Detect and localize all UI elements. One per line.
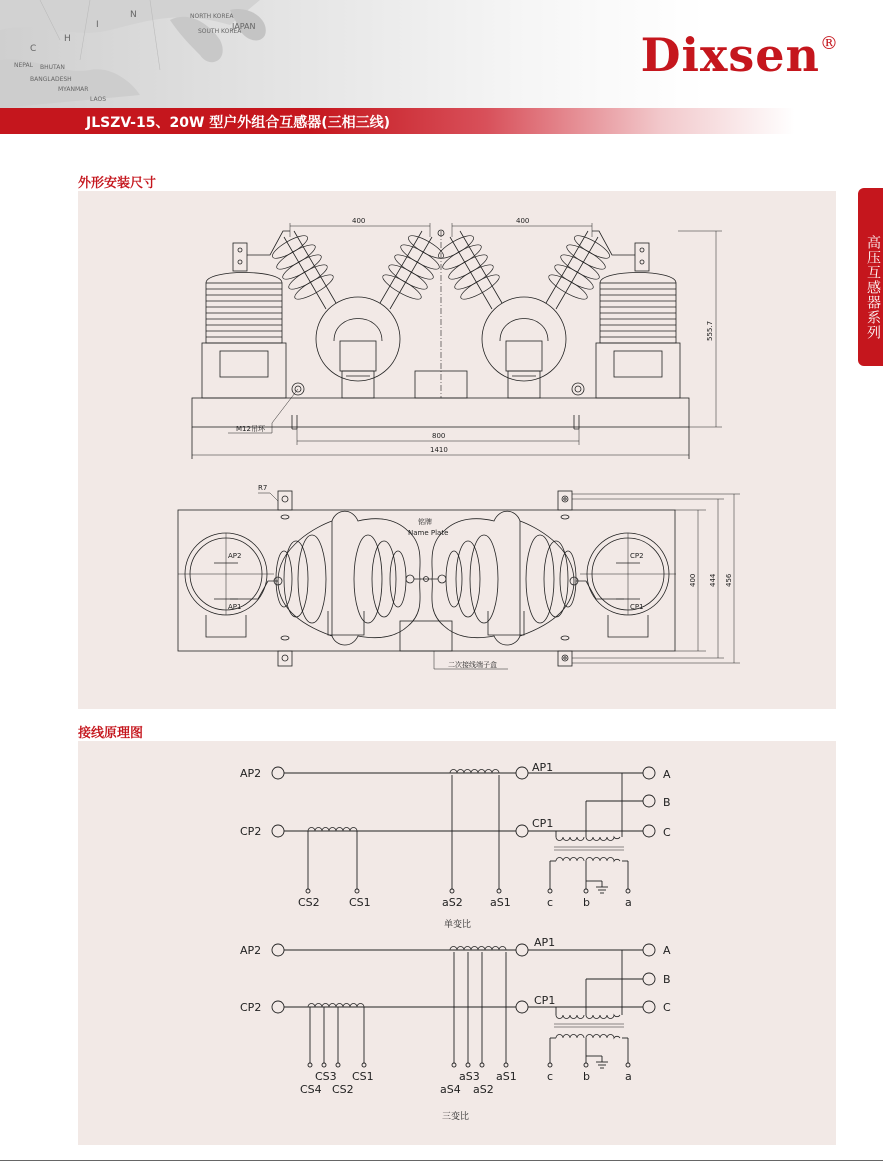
wiring-panel [78, 741, 836, 1145]
cp1-terminal: CP1 [534, 994, 556, 1007]
cp1-label: CP1 [630, 603, 644, 611]
section-title-dimensions: 外形安装尺寸 [78, 176, 157, 191]
phase-b: B [663, 973, 671, 986]
cp2-terminal: CP2 [240, 825, 262, 838]
dim-height: 555.7 [706, 320, 714, 341]
cp1-terminal: CP1 [532, 817, 554, 830]
cs1-terminal: CS1 [352, 1070, 374, 1083]
ring-label: M12吊环 [236, 425, 265, 433]
radius-label: R7 [258, 484, 268, 492]
vt-c-terminal: c [547, 1070, 554, 1083]
dim-400-right: 400 [516, 217, 530, 225]
dim-400-left: 400 [352, 217, 366, 225]
side-tab-category[interactable]: 高压互感器系列 [858, 188, 883, 366]
dim-444: 444 [709, 573, 717, 587]
title-bar [0, 108, 883, 134]
vt-a-terminal: a [625, 1070, 632, 1083]
dimension-drawing [78, 191, 836, 709]
map-label: BHUTAN [40, 64, 65, 71]
brand-logo [641, 28, 839, 82]
cs1-terminal: CS1 [349, 896, 371, 909]
section-title-wiring: 接线原理图 [78, 726, 144, 741]
top-view [178, 491, 740, 669]
cs2-terminal: CS2 [298, 896, 320, 909]
as2-terminal: aS2 [442, 896, 463, 909]
terminal-box-label: 二次接线端子盒 [448, 661, 497, 669]
ap2-terminal: AP2 [240, 767, 262, 780]
map-label: C [30, 44, 37, 54]
dim-800: 800 [432, 432, 446, 440]
ap2-terminal: AP2 [240, 944, 262, 957]
left-column-insulator [202, 231, 290, 398]
dimensions-panel [78, 191, 836, 709]
phase-a: A [663, 944, 671, 957]
map-label: BANGLADESH [30, 76, 72, 83]
right-column-insulator [592, 231, 680, 398]
nameplate-cn: 铭牌 [418, 518, 432, 526]
ap1-label: AP1 [228, 603, 242, 611]
cp2-label: CP2 [630, 552, 644, 560]
map-label: MYANMAR [58, 86, 89, 93]
vt-a-terminal: a [625, 896, 632, 909]
left-v-transformer [270, 231, 447, 398]
single-ratio-caption: 单变比 [444, 920, 472, 930]
map-label: LAOS [90, 96, 107, 103]
cs3-terminal: CS3 [315, 1070, 337, 1083]
cp2-terminal: CP2 [240, 1001, 262, 1014]
brand-name: Dixsen [640, 28, 820, 82]
phase-a: A [663, 768, 671, 781]
as1-terminal: aS1 [496, 1070, 517, 1083]
triple-ratio-caption: 三变比 [442, 1112, 470, 1122]
registered-mark: ® [820, 32, 839, 54]
dim-1410: 1410 [430, 446, 448, 454]
as4-terminal: aS4 [440, 1083, 461, 1096]
vt-b-terminal: b [583, 1070, 590, 1083]
ap2-label: AP2 [228, 552, 242, 560]
as3-terminal: aS3 [459, 1070, 480, 1083]
triple-ratio-diagram [272, 944, 655, 1068]
front-view [192, 223, 722, 459]
header-banner [0, 0, 883, 108]
right-v-transformer [436, 231, 613, 398]
phase-b: B [663, 796, 671, 809]
as1-terminal: aS1 [490, 896, 511, 909]
map-label: NORTH KOREA [190, 13, 234, 20]
map-label: I [96, 20, 99, 30]
phase-c: C [663, 1001, 671, 1014]
as2-terminal: aS2 [473, 1083, 494, 1096]
footer-rule [0, 1160, 883, 1161]
map-label: SOUTH KOREA [198, 28, 242, 35]
dim-400-top: 400 [689, 573, 697, 587]
map-label: N [130, 10, 137, 20]
phase-c: C [663, 826, 671, 839]
page-title: JLSZV-15、20W 型户外组合互感器(三相三线) [86, 115, 391, 131]
map-label: H [64, 34, 71, 44]
vt-c-terminal: c [547, 896, 554, 909]
cs2-terminal: CS2 [332, 1083, 354, 1096]
ap1-terminal: AP1 [534, 936, 556, 949]
vt-b-terminal: b [583, 896, 590, 909]
nameplate-en: Name Plate [408, 529, 449, 537]
ap1-terminal: AP1 [532, 761, 554, 774]
single-ratio-diagram [272, 767, 655, 893]
wiring-diagram [78, 741, 836, 1145]
map-label: JAPAN [232, 22, 256, 31]
map-label: NEPAL [14, 62, 33, 69]
cs4-terminal: CS4 [300, 1083, 322, 1096]
dim-456: 456 [725, 573, 733, 587]
